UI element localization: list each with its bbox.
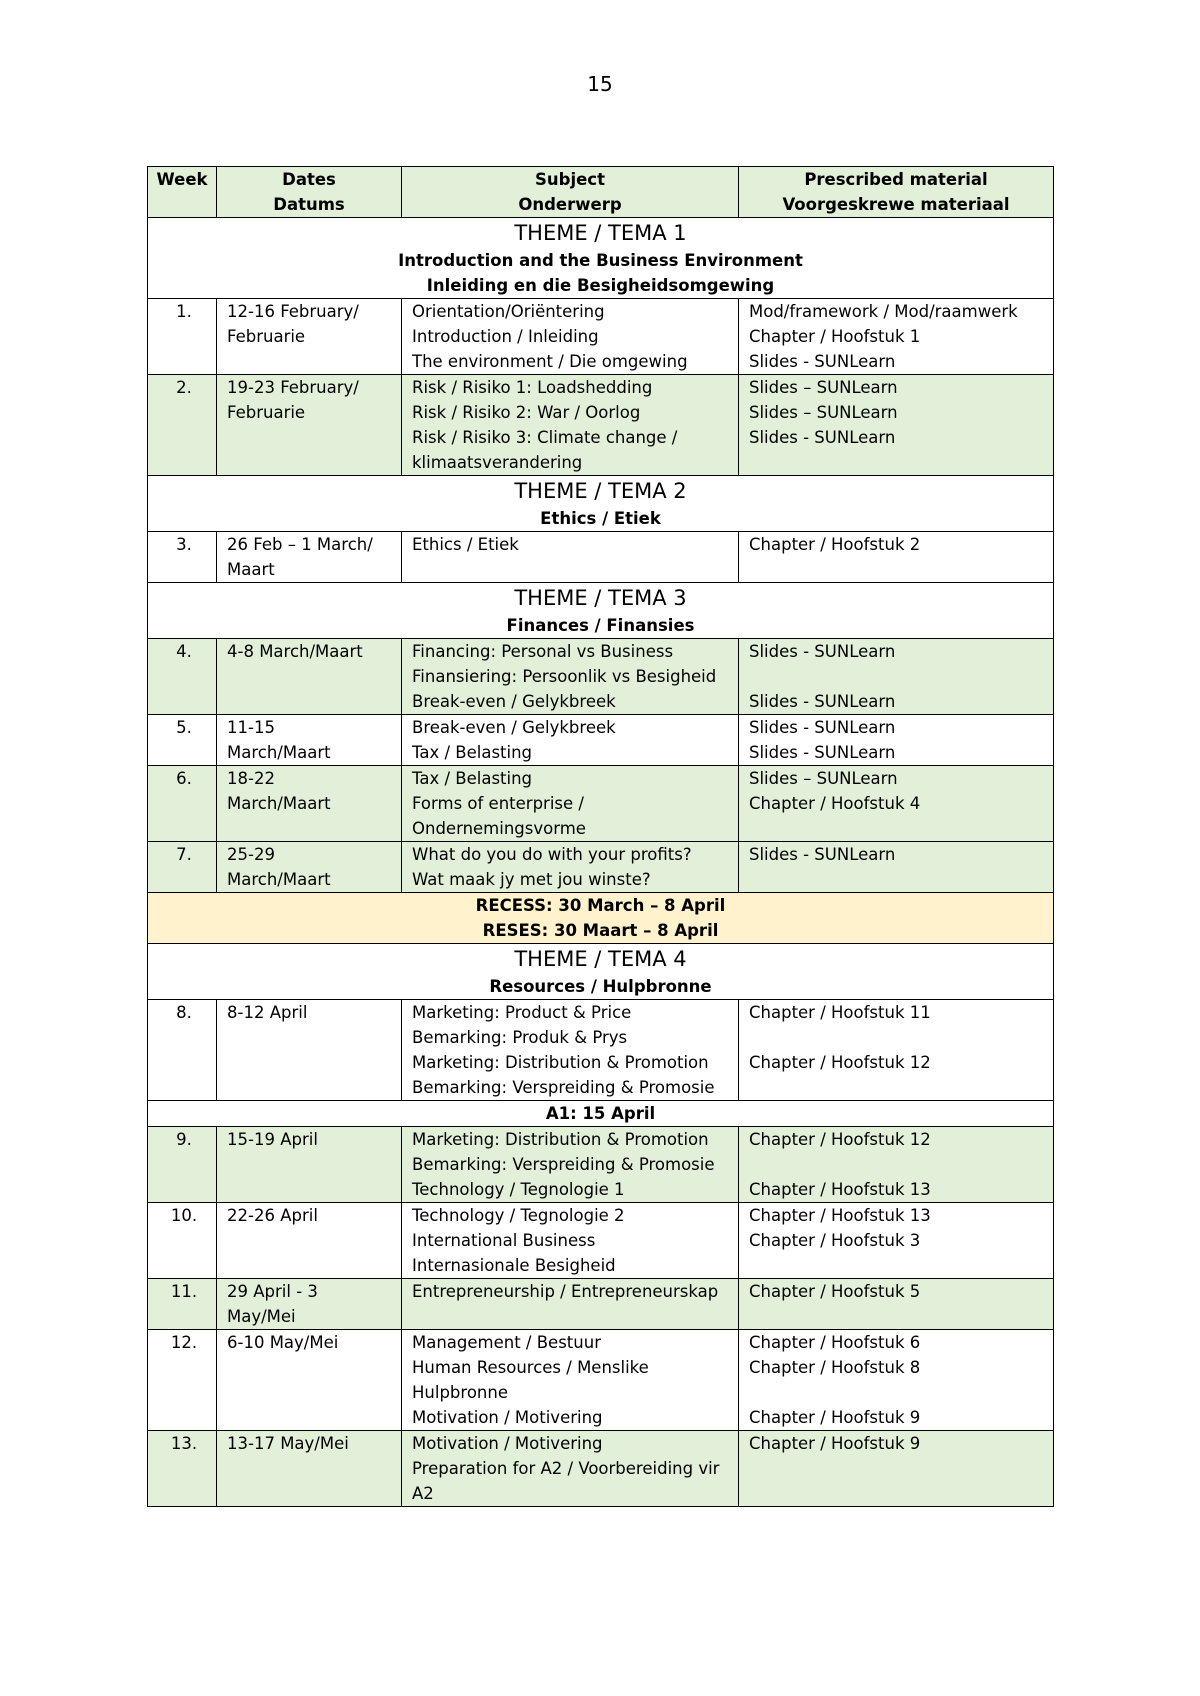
material-cell xyxy=(739,639,1054,715)
cell-line: 25-29 xyxy=(227,845,275,864)
table-row xyxy=(148,299,1054,375)
week-cell: 7. xyxy=(148,842,217,893)
dates-cell xyxy=(217,766,402,842)
dates-cell xyxy=(217,1431,402,1507)
week-cell: 3. xyxy=(148,532,217,583)
subject-cell xyxy=(402,375,739,476)
week-cell: 5. xyxy=(148,715,217,766)
cell-line: Technology / Tegnologie 2 xyxy=(412,1206,625,1225)
cell-line: 8-12 April xyxy=(227,1003,308,1022)
cell-line: Preparation for A2 / Voorbereiding vir xyxy=(412,1459,720,1478)
cell-line: Chapter / Hoofstuk 9 xyxy=(749,1408,921,1427)
cell-line: Technology / Tegnologie 1 xyxy=(412,1180,625,1199)
dates-cell xyxy=(217,639,402,715)
theme-row xyxy=(148,218,1054,299)
subject-cell xyxy=(402,1330,739,1431)
cell-line: Slides - SUNLearn xyxy=(749,428,896,447)
cell-line: 26 Feb – 1 March/ xyxy=(227,535,373,554)
cell-line: 12-16 February/ xyxy=(227,302,359,321)
cell-line: 19-23 February/ xyxy=(227,378,359,397)
cell-line: March/Maart xyxy=(227,870,331,889)
cell-line: Marketing: Product & Price xyxy=(412,1003,632,1022)
theme-subtitle: Inleiding en die Besigheidsomgewing xyxy=(426,276,775,295)
cell-line: Slides – SUNLearn xyxy=(749,769,898,788)
cell-line: Finansiering: Persoonlik vs Besigheid xyxy=(412,667,717,686)
table-row xyxy=(148,766,1054,842)
theme-title: THEME / TEMA 1 xyxy=(514,221,687,245)
subject-cell xyxy=(402,1279,739,1330)
cell-line: Slides - SUNLearn xyxy=(749,352,896,371)
week-cell: 8. xyxy=(148,1000,217,1101)
subject-cell xyxy=(402,532,739,583)
cell-line: Wat maak jy met jou winste? xyxy=(412,870,651,889)
subject-cell xyxy=(402,639,739,715)
cell-line: RESES: 30 Maart – 8 April xyxy=(482,921,719,940)
cell-line: Forms of enterprise / xyxy=(412,794,584,813)
dates-cell xyxy=(217,375,402,476)
cell-line: Motivation / Motivering xyxy=(412,1434,603,1453)
cell-line: 15-19 April xyxy=(227,1130,318,1149)
week-cell: 4. xyxy=(148,639,217,715)
week-cell: 10. xyxy=(148,1203,217,1279)
cell-line: Tax / Belasting xyxy=(412,743,533,762)
schedule-table xyxy=(147,166,1054,1507)
cell-line xyxy=(749,1152,1047,1177)
cell-line: Chapter / Hoofstuk 12 xyxy=(749,1053,931,1072)
cell-line: Chapter / Hoofstuk 8 xyxy=(749,1358,921,1377)
cell-line: Slides - SUNLearn xyxy=(749,743,896,762)
page-number: 15 xyxy=(587,72,613,96)
theme-subtitle: Introduction and the Business Environment xyxy=(398,251,803,270)
dates-cell xyxy=(217,1127,402,1203)
cell-line: Tax / Belasting xyxy=(412,769,533,788)
cell-line: Februarie xyxy=(227,403,306,422)
cell-line: Marketing: Distribution & Promotion xyxy=(412,1053,709,1072)
schedule-body xyxy=(148,218,1054,1507)
cell-line: Chapter / Hoofstuk 6 xyxy=(749,1333,921,1352)
cell-line: May/Mei xyxy=(227,1307,296,1326)
dates-cell xyxy=(217,715,402,766)
week-cell: 12. xyxy=(148,1330,217,1431)
material-cell xyxy=(739,842,1054,893)
week-cell: 6. xyxy=(148,766,217,842)
subject-cell xyxy=(402,1203,739,1279)
cell-line: Introduction / Inleiding xyxy=(412,327,599,346)
theme-title: THEME / TEMA 2 xyxy=(514,479,687,503)
subject-cell xyxy=(402,715,739,766)
cell-line: 18-22 xyxy=(227,769,275,788)
dates-cell xyxy=(217,532,402,583)
cell-line: Orientation/Oriëntering xyxy=(412,302,605,321)
cell-line: Management / Bestuur xyxy=(412,1333,601,1352)
table-row xyxy=(148,1279,1054,1330)
material-cell xyxy=(739,1127,1054,1203)
cell-line: Bemarking: Verspreiding & Promosie xyxy=(412,1155,715,1174)
cell-line: Ondernemingsvorme xyxy=(412,819,586,838)
cell-line: Bemarking: Verspreiding & Promosie xyxy=(412,1078,715,1097)
table-row xyxy=(148,1330,1054,1431)
table-row xyxy=(148,1000,1054,1101)
cell-line: 13-17 May/Mei xyxy=(227,1434,349,1453)
material-cell xyxy=(739,1000,1054,1101)
theme-row xyxy=(148,944,1054,1000)
cell-line: Risk / Risiko 3: Climate change / xyxy=(412,428,678,447)
cell-line: klimaatsverandering xyxy=(412,453,583,472)
cell-line: March/Maart xyxy=(227,743,331,762)
cell-line: Bemarking: Produk & Prys xyxy=(412,1028,628,1047)
material-cell xyxy=(739,1279,1054,1330)
cell-line: International Business xyxy=(412,1231,596,1250)
table-row xyxy=(148,639,1054,715)
theme-title: THEME / TEMA 3 xyxy=(514,586,687,610)
cell-line: Chapter / Hoofstuk 3 xyxy=(749,1231,921,1250)
material-cell xyxy=(739,1203,1054,1279)
table-row xyxy=(148,715,1054,766)
cell-line: Chapter / Hoofstuk 9 xyxy=(749,1434,921,1453)
theme-subtitle: Resources / Hulpbronne xyxy=(489,977,712,996)
cell-line xyxy=(749,1380,1047,1405)
subject-cell xyxy=(402,766,739,842)
cell-line: 4-8 March/Maart xyxy=(227,642,363,661)
cell-line: Marketing: Distribution & Promotion xyxy=(412,1130,709,1149)
cell-line: Slides - SUNLearn xyxy=(749,845,896,864)
dates-cell xyxy=(217,1330,402,1431)
table-row xyxy=(148,1431,1054,1507)
week-cell: 1. xyxy=(148,299,217,375)
dates-cell xyxy=(217,1000,402,1101)
material-cell xyxy=(739,1330,1054,1431)
cell-line: Slides - SUNLearn xyxy=(749,718,896,737)
theme-cell xyxy=(148,218,1054,299)
subject-cell xyxy=(402,842,739,893)
theme-subtitle: Ethics / Etiek xyxy=(540,509,661,528)
cell-line: Slides – SUNLearn xyxy=(749,403,898,422)
cell-line: 6-10 May/Mei xyxy=(227,1333,339,1352)
dates-cell xyxy=(217,1203,402,1279)
subject-cell xyxy=(402,299,739,375)
cell-line: A2 xyxy=(412,1484,434,1503)
assessment-cell xyxy=(148,1101,1054,1127)
cell-line: Risk / Risiko 2: War / Oorlog xyxy=(412,403,641,422)
dates-cell xyxy=(217,1279,402,1330)
theme-cell xyxy=(148,583,1054,639)
cell-line: Hulpbronne xyxy=(412,1383,508,1402)
material-cell xyxy=(739,715,1054,766)
cell-line: 29 April - 3 xyxy=(227,1282,318,1301)
material-cell xyxy=(739,1431,1054,1507)
cell-line: Chapter / Hoofstuk 13 xyxy=(749,1180,931,1199)
dates-cell xyxy=(217,299,402,375)
cell-line: Entrepreneurship / Entrepreneurskap xyxy=(412,1282,719,1301)
header-dates: Dates Datums xyxy=(217,167,402,218)
cell-line: A1: 15 April xyxy=(545,1104,656,1123)
table-row xyxy=(148,1203,1054,1279)
cell-line: Maart xyxy=(227,560,275,579)
week-cell: 11. xyxy=(148,1279,217,1330)
subject-cell xyxy=(402,1127,739,1203)
cell-line: Slides - SUNLearn xyxy=(749,642,896,661)
theme-row xyxy=(148,476,1054,532)
week-cell: 13. xyxy=(148,1431,217,1507)
cell-line: Ethics / Etiek xyxy=(412,535,519,554)
material-cell xyxy=(739,299,1054,375)
recess-cell xyxy=(148,893,1054,944)
cell-line: Risk / Risiko 1: Loadshedding xyxy=(412,378,653,397)
table-row xyxy=(148,532,1054,583)
week-cell: 9. xyxy=(148,1127,217,1203)
cell-line: March/Maart xyxy=(227,794,331,813)
cell-line: Chapter / Hoofstuk 5 xyxy=(749,1282,921,1301)
cell-line: Chapter / Hoofstuk 11 xyxy=(749,1003,931,1022)
table-row xyxy=(148,1127,1054,1203)
header-subject: Subject Onderwerp xyxy=(402,167,739,218)
week-cell: 2. xyxy=(148,375,217,476)
cell-line: 22-26 April xyxy=(227,1206,318,1225)
cell-line: Motivation / Motivering xyxy=(412,1408,603,1427)
cell-line: The environment / Die omgewing xyxy=(412,352,688,371)
material-cell xyxy=(739,766,1054,842)
header-week: Week xyxy=(148,167,217,218)
material-cell xyxy=(739,375,1054,476)
cell-line: What do you do with your profits? xyxy=(412,845,692,864)
subject-cell xyxy=(402,1000,739,1101)
cell-line: Internasionale Besigheid xyxy=(412,1256,616,1275)
cell-line: Financing: Personal vs Business xyxy=(412,642,674,661)
theme-subtitle: Finances / Finansies xyxy=(506,616,695,635)
table-header-row xyxy=(148,167,1054,218)
subject-cell xyxy=(402,1431,739,1507)
cell-line: Chapter / Hoofstuk 13 xyxy=(749,1206,931,1225)
cell-line: Chapter / Hoofstuk 2 xyxy=(749,535,921,554)
cell-line: Mod/framework / Mod/raamwerk xyxy=(749,302,1018,321)
cell-line: Human Resources / Menslike xyxy=(412,1358,649,1377)
cell-line: Chapter / Hoofstuk 12 xyxy=(749,1130,931,1149)
cell-line xyxy=(749,1025,1047,1050)
material-cell xyxy=(739,532,1054,583)
cell-line: 11-15 xyxy=(227,718,275,737)
cell-line: Slides - SUNLearn xyxy=(749,692,896,711)
cell-line: Break-even / Gelykbreek xyxy=(412,692,616,711)
cell-line: Chapter / Hoofstuk 1 xyxy=(749,327,921,346)
cell-line: Break-even / Gelykbreek xyxy=(412,718,616,737)
cell-line xyxy=(749,664,1047,689)
cell-line: Chapter / Hoofstuk 4 xyxy=(749,794,921,813)
table-row xyxy=(148,842,1054,893)
table-row xyxy=(148,375,1054,476)
theme-cell xyxy=(148,944,1054,1000)
theme-row xyxy=(148,583,1054,639)
header-material: Prescribed material Voorgeskrewe materiaal xyxy=(739,167,1054,218)
theme-title: THEME / TEMA 4 xyxy=(514,947,687,971)
cell-line: RECESS: 30 March – 8 April xyxy=(475,896,726,915)
recess-row xyxy=(148,893,1054,944)
dates-cell xyxy=(217,842,402,893)
cell-line: Slides – SUNLearn xyxy=(749,378,898,397)
cell-line: Februarie xyxy=(227,327,306,346)
assessment-row xyxy=(148,1101,1054,1127)
theme-cell xyxy=(148,476,1054,532)
